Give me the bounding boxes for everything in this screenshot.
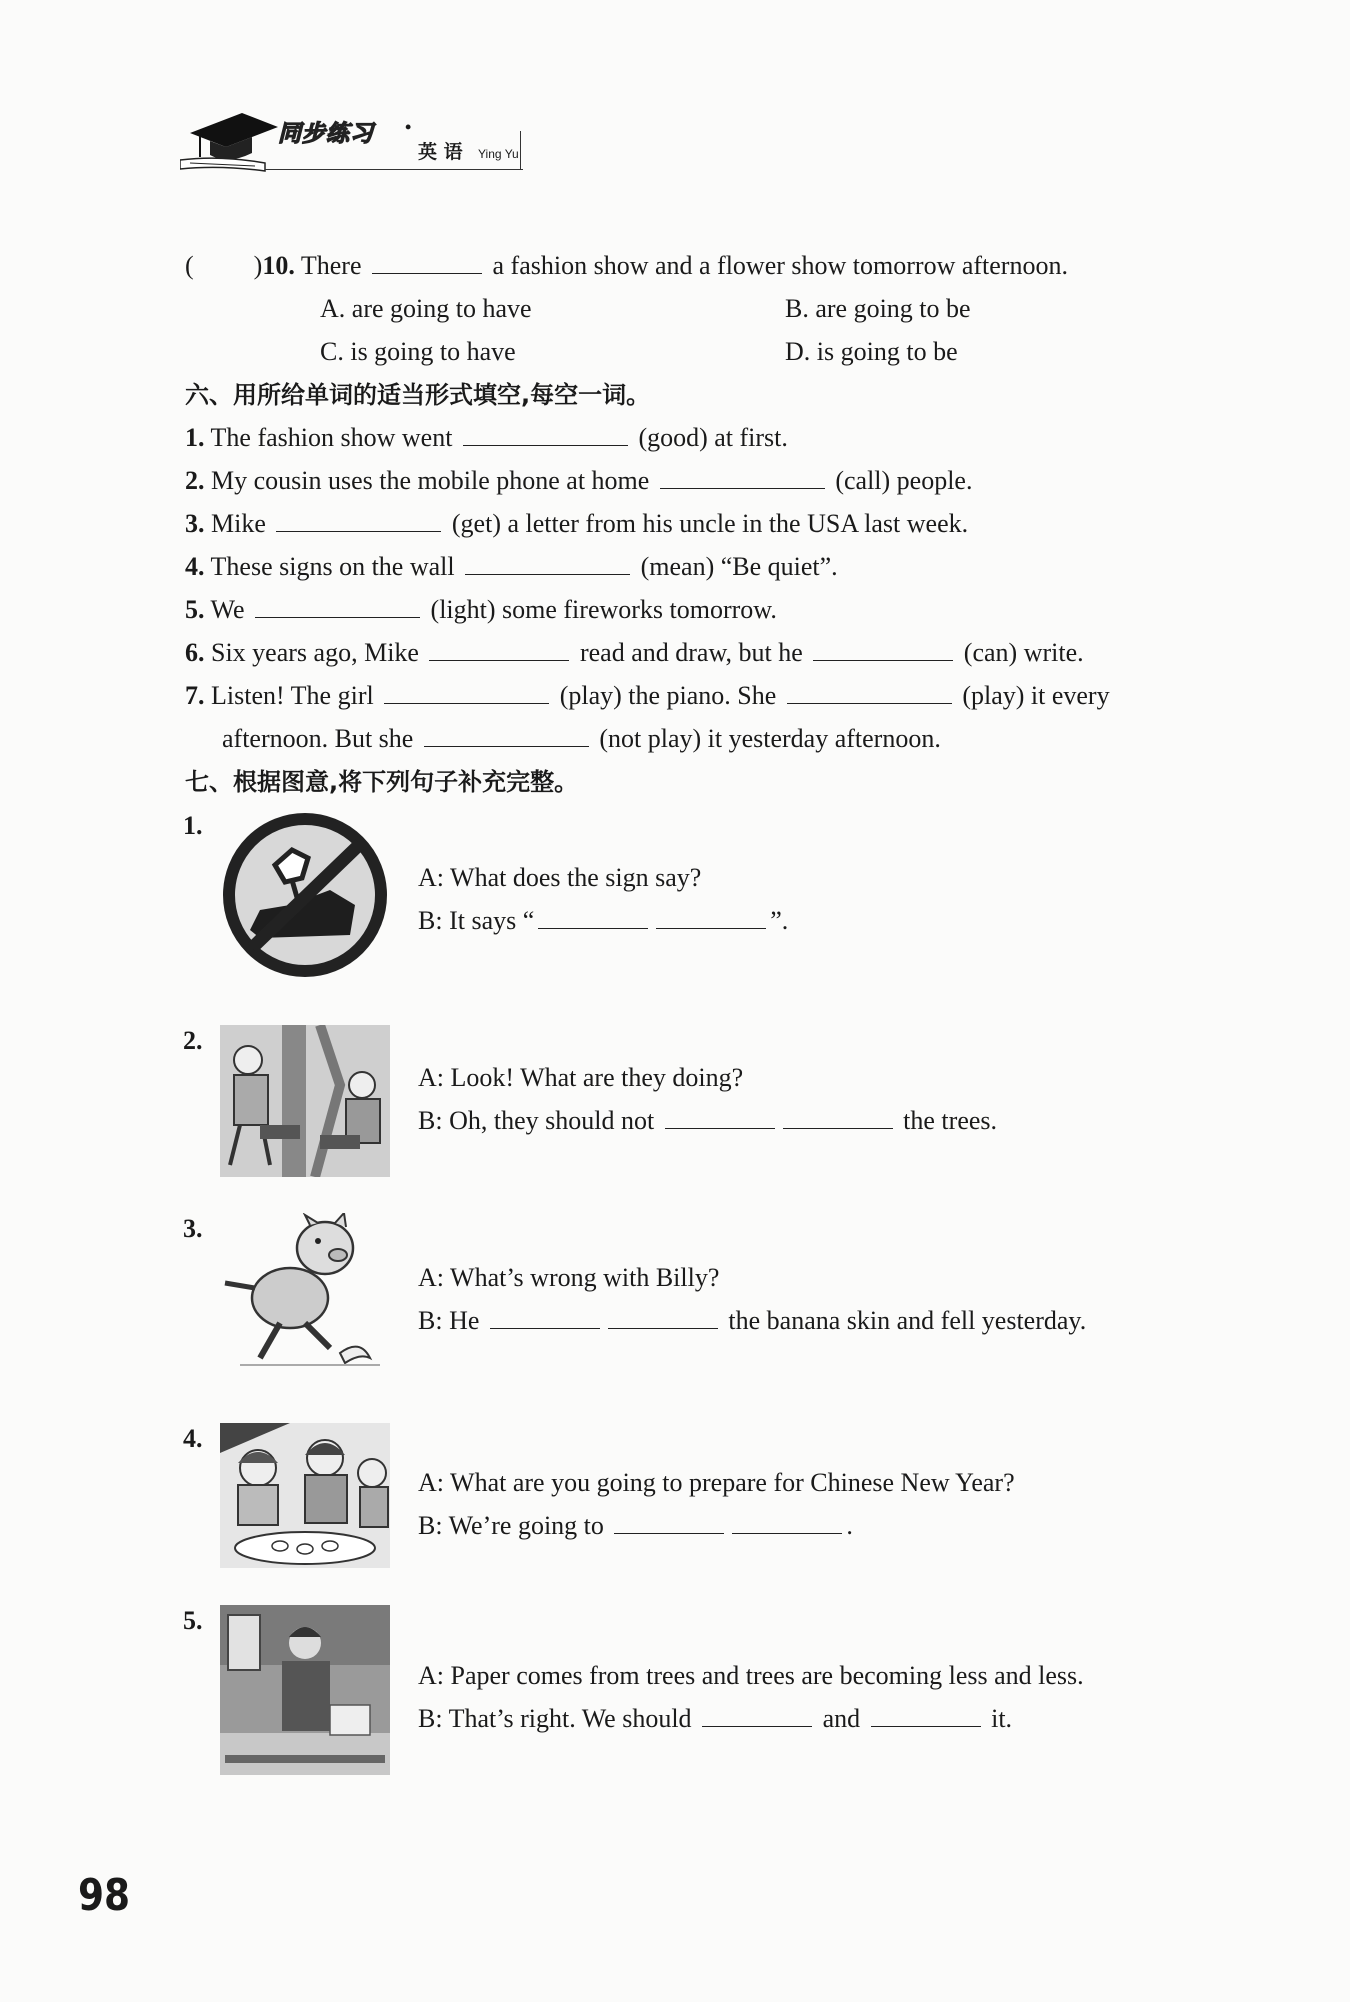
graduation-cap-icon	[180, 105, 280, 175]
answer-blank[interactable]	[813, 638, 953, 661]
dialog-a: A: What’s wrong with Billy?	[418, 1263, 720, 1292]
answer-blank[interactable]	[614, 1511, 724, 1534]
dialog-b	[418, 1510, 853, 1542]
item-text: (mean) “Be quiet”.	[640, 552, 838, 581]
dialog-a: A: Paper comes from trees and trees are becoming less and less.	[418, 1661, 1084, 1690]
dialog-b	[418, 1305, 1086, 1337]
dialog-b	[418, 905, 788, 937]
item-text: (get) a letter from his uncle in the USA last week.	[451, 509, 969, 538]
answer-blank[interactable]	[424, 724, 589, 747]
page-header	[180, 105, 540, 175]
picture-item-number: 2.	[183, 1026, 203, 1055]
item-text: (call) people.	[835, 466, 973, 495]
answer-blank[interactable]	[665, 1106, 775, 1129]
item-number: 5.	[185, 595, 205, 624]
page-number: 98	[78, 1870, 131, 1921]
dialog-text: it.	[991, 1704, 1013, 1733]
answer-blank[interactable]	[490, 1306, 600, 1329]
item-text: Listen! The girl	[211, 681, 374, 710]
dialog-text: B: That’s right. We should	[418, 1704, 692, 1733]
section-6-heading: 六、用所给单词的适当形式填空,每空一词。	[185, 381, 651, 409]
no-picking-flowers-sign-icon	[220, 810, 390, 980]
answer-blank[interactable]	[465, 552, 630, 575]
option-b[interactable]: B. are going to be	[785, 294, 971, 323]
answer-blank[interactable]	[384, 681, 549, 704]
answer-blank[interactable]	[463, 423, 628, 446]
picture-item-number: 1.	[183, 811, 203, 840]
header-title: 同步练习	[278, 121, 374, 147]
dialog-text: B: We’re going to	[418, 1511, 604, 1540]
dialog-text: B: It says “	[418, 906, 535, 935]
item-text: (light) some fireworks tomorrow.	[430, 595, 777, 624]
item-text: Six years ago, Mike	[211, 638, 419, 667]
item-text: read and draw, but he	[579, 638, 803, 667]
item-number: 2.	[185, 466, 205, 495]
dialog-a: A: What are you going to prepare for Chinese New Year?	[418, 1468, 1015, 1497]
dialog-text: and	[822, 1704, 861, 1733]
answer-paren-close: )	[253, 251, 263, 280]
answer-blank[interactable]	[255, 595, 420, 618]
dialog-text: B: He	[418, 1306, 480, 1335]
header-subject: 英 语	[418, 141, 463, 163]
item-number: 7.	[185, 681, 205, 710]
question-10	[185, 250, 1068, 282]
fill-item-7-continued	[222, 723, 941, 755]
question-number: 10.	[262, 251, 295, 280]
pig-slipping-on-banana-illustration	[220, 1213, 390, 1373]
fill-item-7	[185, 680, 1110, 712]
option-a[interactable]: A. are going to have	[320, 294, 532, 323]
answer-paren-open: (	[185, 251, 194, 280]
item-text: (can) write.	[963, 638, 1084, 667]
question-text: a fashion show and a flower show tomorrow afternoon.	[492, 251, 1068, 280]
dialog-a: A: Look! What are they doing?	[418, 1063, 744, 1092]
dialog-text: the trees.	[903, 1106, 998, 1135]
answer-blank[interactable]	[702, 1704, 812, 1727]
dialog-text: B: Oh, they should not	[418, 1106, 655, 1135]
dialog-text: the banana skin and fell yesterday.	[728, 1306, 1087, 1335]
child-with-recycled-paper-photo	[220, 1605, 390, 1775]
fill-item-1	[185, 422, 788, 454]
answer-blank[interactable]	[656, 906, 766, 929]
item-number: 1.	[185, 423, 205, 452]
item-text: afternoon. But she	[222, 724, 414, 753]
fill-item-3	[185, 508, 968, 540]
answer-blank[interactable]	[608, 1306, 718, 1329]
item-text: Mike	[211, 509, 266, 538]
answer-blank[interactable]	[429, 638, 569, 661]
item-text: (good) at first.	[638, 423, 788, 452]
dialog-text: ”.	[770, 906, 789, 935]
answer-blank[interactable]	[538, 906, 648, 929]
dialog-a: A: What does the sign say?	[418, 863, 702, 892]
item-number: 3.	[185, 509, 205, 538]
answer-blank[interactable]	[871, 1704, 981, 1727]
fill-item-4	[185, 551, 838, 583]
section-7-heading: 七、根据图意,将下列句子补充完整。	[185, 768, 579, 796]
people-cutting-trees-illustration	[220, 1025, 390, 1177]
item-text: (play) it every	[962, 681, 1110, 710]
picture-item-number: 4.	[183, 1424, 203, 1453]
fill-item-2	[185, 465, 972, 497]
answer-blank[interactable]	[276, 509, 441, 532]
answer-blank[interactable]	[787, 681, 952, 704]
fill-item-6	[185, 637, 1084, 669]
answer-blank[interactable]	[372, 251, 482, 274]
fill-item-5	[185, 594, 777, 626]
item-number: 6.	[185, 638, 205, 667]
header-pinyin: Ying Yu	[478, 147, 519, 161]
answer-blank[interactable]	[660, 466, 825, 489]
family-making-dumplings-illustration	[220, 1423, 390, 1568]
item-text: We	[210, 595, 245, 624]
item-text: My cousin uses the mobile phone at home	[211, 466, 650, 495]
item-text: These signs on the wall	[210, 552, 455, 581]
item-number: 4.	[185, 552, 205, 581]
picture-item-number: 5.	[183, 1606, 203, 1635]
picture-item-number: 3.	[183, 1214, 203, 1243]
item-text: (not play) it yesterday afternoon.	[599, 724, 941, 753]
answer-blank[interactable]	[732, 1511, 842, 1534]
header-underline	[265, 169, 523, 170]
dialog-b	[418, 1105, 997, 1137]
answer-blank[interactable]	[783, 1106, 893, 1129]
dialog-text: .	[846, 1511, 853, 1540]
dialog-b	[418, 1703, 1012, 1735]
item-text: The fashion show went	[210, 423, 453, 452]
option-c[interactable]: C. is going to have	[320, 337, 516, 366]
option-d[interactable]: D. is going to be	[785, 337, 958, 366]
question-text: There	[300, 251, 362, 280]
header-dot: •	[405, 117, 412, 137]
item-text: (play) the piano. She	[559, 681, 777, 710]
